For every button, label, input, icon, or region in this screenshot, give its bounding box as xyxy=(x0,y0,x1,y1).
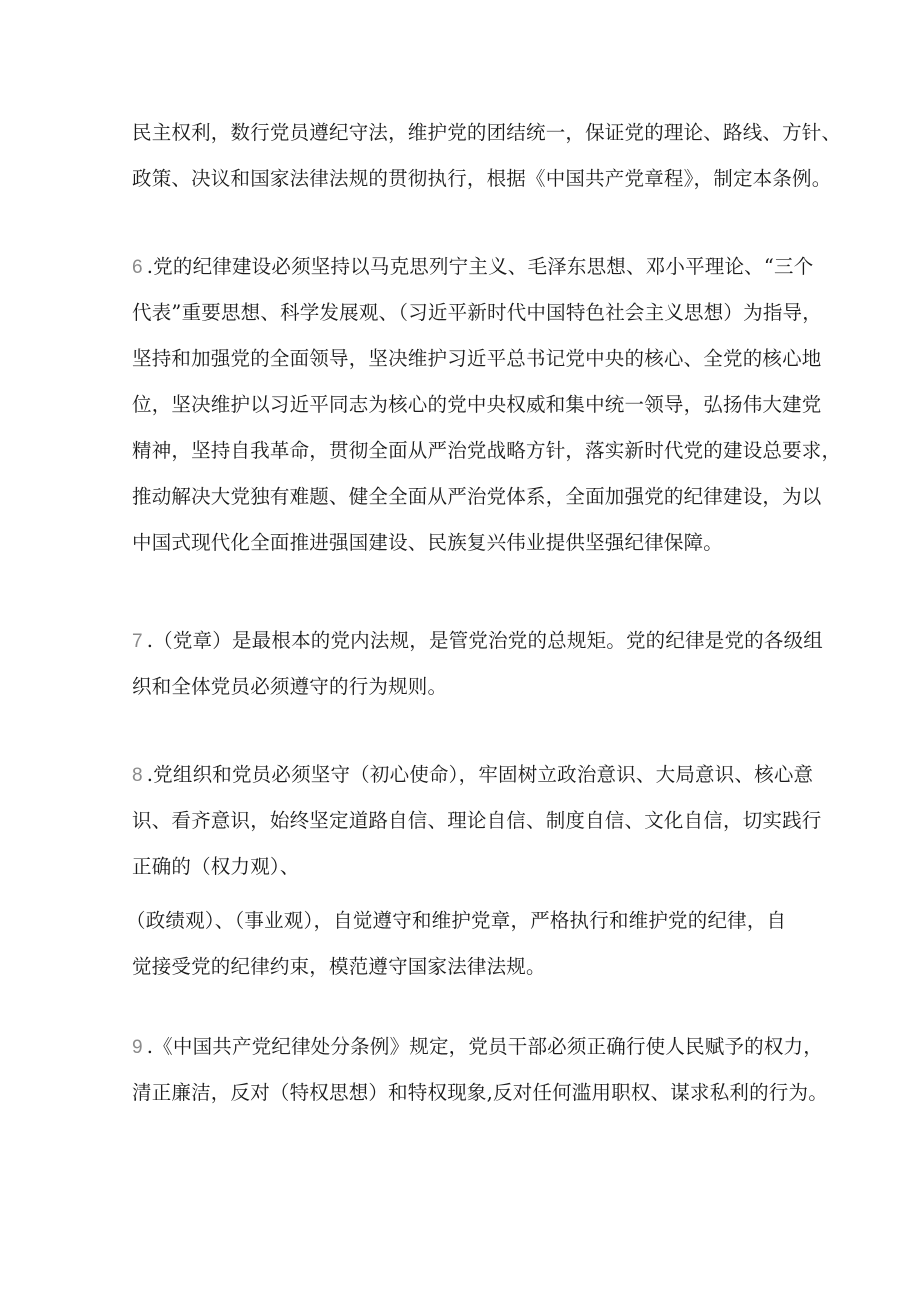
paragraph-line: 推动解决大党独有难题、健全全面从严治党体系，全面加强党的纪律建设，为以 xyxy=(132,485,822,508)
paragraph-line: 织和全体党员必须遵守的行为规则。 xyxy=(132,675,448,698)
paragraph-line: .（党章）是最根本的党内法规，是管党治党的总规矩。党的纪律是党的各级组 xyxy=(146,629,823,652)
paragraph-line: 识、看齐意识，始终坚定道路自信、理论自信、制度自信、文化自信，切实践行 xyxy=(132,809,822,832)
paragraph-line: 清正廉洁，反对（特权思想）和特权现象,反对任何滥用职权、谋求私利的行为。 xyxy=(132,1081,828,1104)
paragraph-line: 政策、决议和国家法律法规的贯彻执行，根据《中国共产党章程》，制定本条例。 xyxy=(132,167,832,190)
paragraph-line: 坚持和加强党的全面领导，坚决维护习近平总书记党中央的核心、全党的核心地 xyxy=(132,347,822,370)
paragraph-number: 7 xyxy=(132,631,143,652)
paragraph-8 xyxy=(126,752,822,990)
paragraph-number: 6 xyxy=(132,257,143,278)
paragraph-line: 精神，坚持自我革命，贯彻全面从严治党战略方针，落实新时代党的建设总要求， xyxy=(132,439,842,462)
paragraph-line: 觉接受党的纪律约束，模范遵守国家法律法规。 xyxy=(132,955,546,978)
paragraph-5-continuation xyxy=(132,110,842,202)
paragraph-7 xyxy=(132,618,823,710)
paragraph-line: .党组织和党员必须坚守（初心使命），牢固树立政治意识、大局意识、核心意 xyxy=(146,763,814,786)
paragraph-number: 8 xyxy=(132,765,143,786)
paragraph-number: 9 xyxy=(132,1037,143,1058)
paragraph-6 xyxy=(132,244,842,566)
paragraph-line: 位，坚决维护以习近平同志为核心的党中央权威和集中统一领导，弘扬伟大建党 xyxy=(132,393,822,416)
paragraph-line: 中国式现代化全面推进强国建设、民族复兴伟业提供坚强纪律保障。 xyxy=(132,531,724,554)
paragraph-line: 代表”重要思想、科学发展观、（习近平新时代中国特色社会主义思想）为指导， xyxy=(132,301,822,324)
paragraph-line: 民主权利，数行党员遵纪守法，维护党的团结统一，保证党的理论、路线、方针、 xyxy=(132,121,842,144)
paragraph-line: 正确的（权力观）、 xyxy=(132,855,300,878)
paragraph-line: .党的纪律建设必须坚持以马克思列宁主义、毛泽东思想、邓小平理论、“三个 xyxy=(146,255,814,278)
paragraph-9 xyxy=(132,1024,828,1116)
paragraph-line: （政绩观）、（事业观），自觉遵守和维护党章，严格执行和维护党的纪律，自 xyxy=(126,909,787,932)
paragraph-line: .《中国共产党纪律处分条例》规定，党员干部必须正确行使人民赋予的权力， xyxy=(146,1035,823,1058)
